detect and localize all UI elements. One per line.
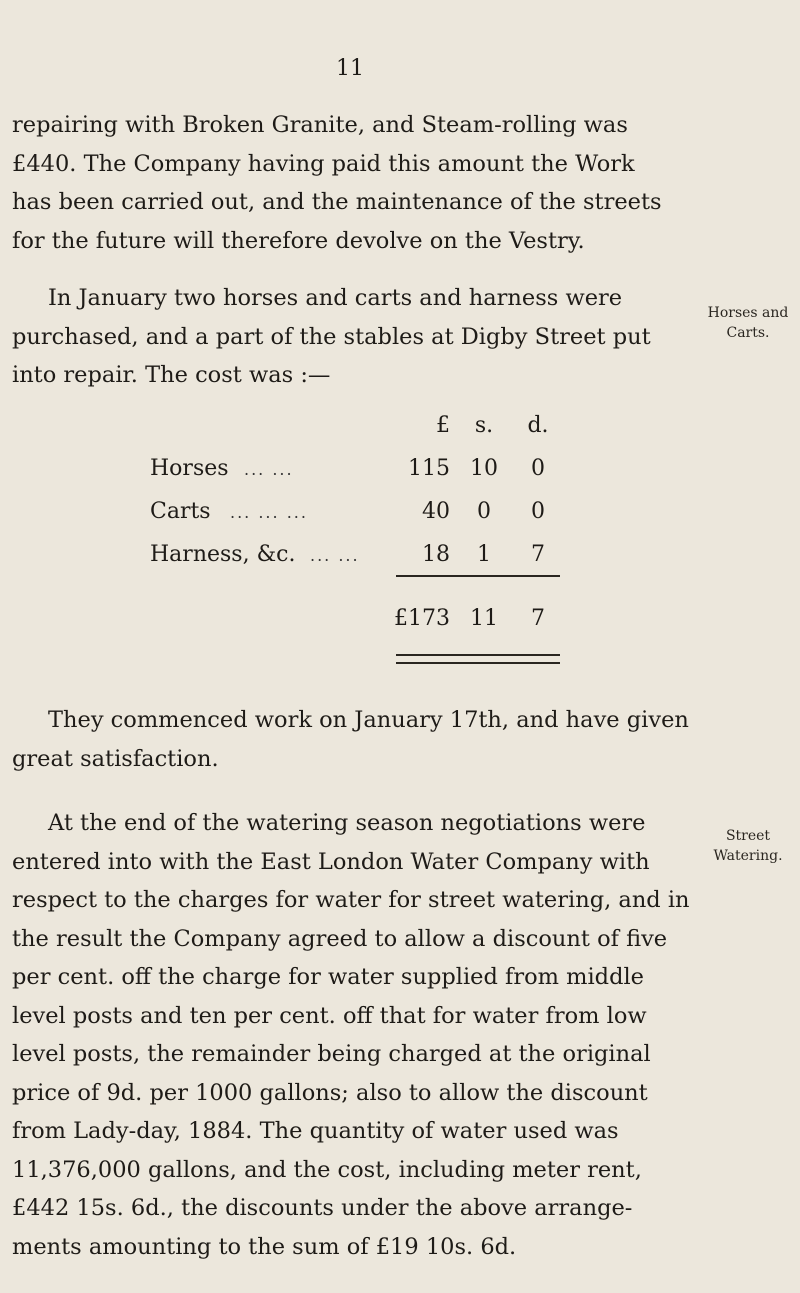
total-shillings: 11: [470, 606, 498, 631]
paragraph-horses-purchase: [12, 279, 684, 395]
text-line: They commenced work on January 17th, and have given: [48, 707, 689, 733]
row-shillings: 0: [477, 499, 491, 524]
total-double-rule: [396, 654, 560, 664]
row-pounds: 18: [422, 542, 450, 567]
row-pence: 0: [531, 499, 545, 524]
leader-dots: ... ... ...: [230, 503, 308, 522]
margin-note-street-watering: [700, 826, 796, 866]
text-line: £442 15s. 6d., the discounts under the above arrange-: [12, 1195, 633, 1221]
text-line: 11,376,000 gallons, and the cost, including meter rent,: [12, 1156, 642, 1183]
text-line: great satisfaction.: [12, 745, 219, 772]
row-pence: 7: [531, 542, 545, 567]
margin-note-line: Carts.: [726, 325, 770, 341]
text-line: for the future will therefore devolve on the Vestry.: [12, 227, 585, 254]
text-line: £440. The Company having paid this amount the Work: [12, 150, 635, 177]
row-label: Horses: [150, 456, 229, 481]
text-line: ments amounting to the sum of £19 10s. 6d.: [12, 1233, 517, 1260]
header-pence: d.: [527, 413, 549, 438]
text-line: repairing with Broken Granite, and Steam-rolling was: [12, 112, 628, 138]
margin-note-line: Watering.: [713, 848, 783, 864]
row-shillings: 10: [470, 456, 498, 481]
row-pence: 0: [531, 456, 545, 481]
row-shillings: 1: [477, 542, 491, 567]
paragraph-satisfaction: [12, 701, 689, 778]
row-label: Carts: [150, 499, 211, 524]
header-pounds: £: [436, 413, 450, 438]
text-line: from Lady-day, 1884. The quantity of water used was: [12, 1118, 619, 1144]
paragraph-granite-repair: [12, 106, 684, 260]
margin-note-line: Street: [725, 828, 771, 844]
text-line: into repair. The cost was :—: [12, 362, 331, 388]
margin-note-horses-and-carts: [700, 303, 796, 343]
paragraph-street-watering: [12, 804, 690, 1266]
row-label: Harness, &c.: [150, 542, 296, 567]
text-line: level posts, the remainder being charged at the original: [12, 1041, 651, 1067]
row-pounds: 115: [408, 456, 450, 481]
total-pence: 7: [531, 606, 545, 631]
margin-note-line: Horses and: [707, 305, 789, 321]
text-line: entered into with the East London Water Company with: [12, 848, 650, 875]
leader-dots: ... ...: [310, 546, 360, 565]
text-line: respect to the charges for water for street watering, and in: [12, 887, 690, 913]
text-line: per cent. off the charge for water supplied from middle: [12, 964, 644, 990]
subtotal-rule: [396, 575, 560, 577]
leader-dots: ... ...: [244, 460, 294, 479]
total-row: [150, 606, 570, 649]
text-line: In January two horses and carts and harness were: [48, 285, 623, 311]
row-pounds: 40: [422, 499, 450, 524]
text-line: purchased, and a part of the stables at Digby Street put: [12, 323, 651, 350]
header-shillings: s.: [474, 413, 494, 438]
text-line: the result the Company agreed to allow a discount of five: [12, 925, 668, 952]
text-line: has been carried out, and the maintenance of the streets: [12, 189, 662, 215]
total-pounds: £173: [394, 606, 450, 631]
page-number: 11: [336, 56, 364, 81]
text-line: level posts and ten per cent. off that for water from low: [12, 1002, 647, 1029]
text-line: At the end of the watering season negotiations were: [48, 810, 646, 836]
text-line: price of 9d. per 1000 gallons; also to allow the discount: [12, 1079, 648, 1106]
